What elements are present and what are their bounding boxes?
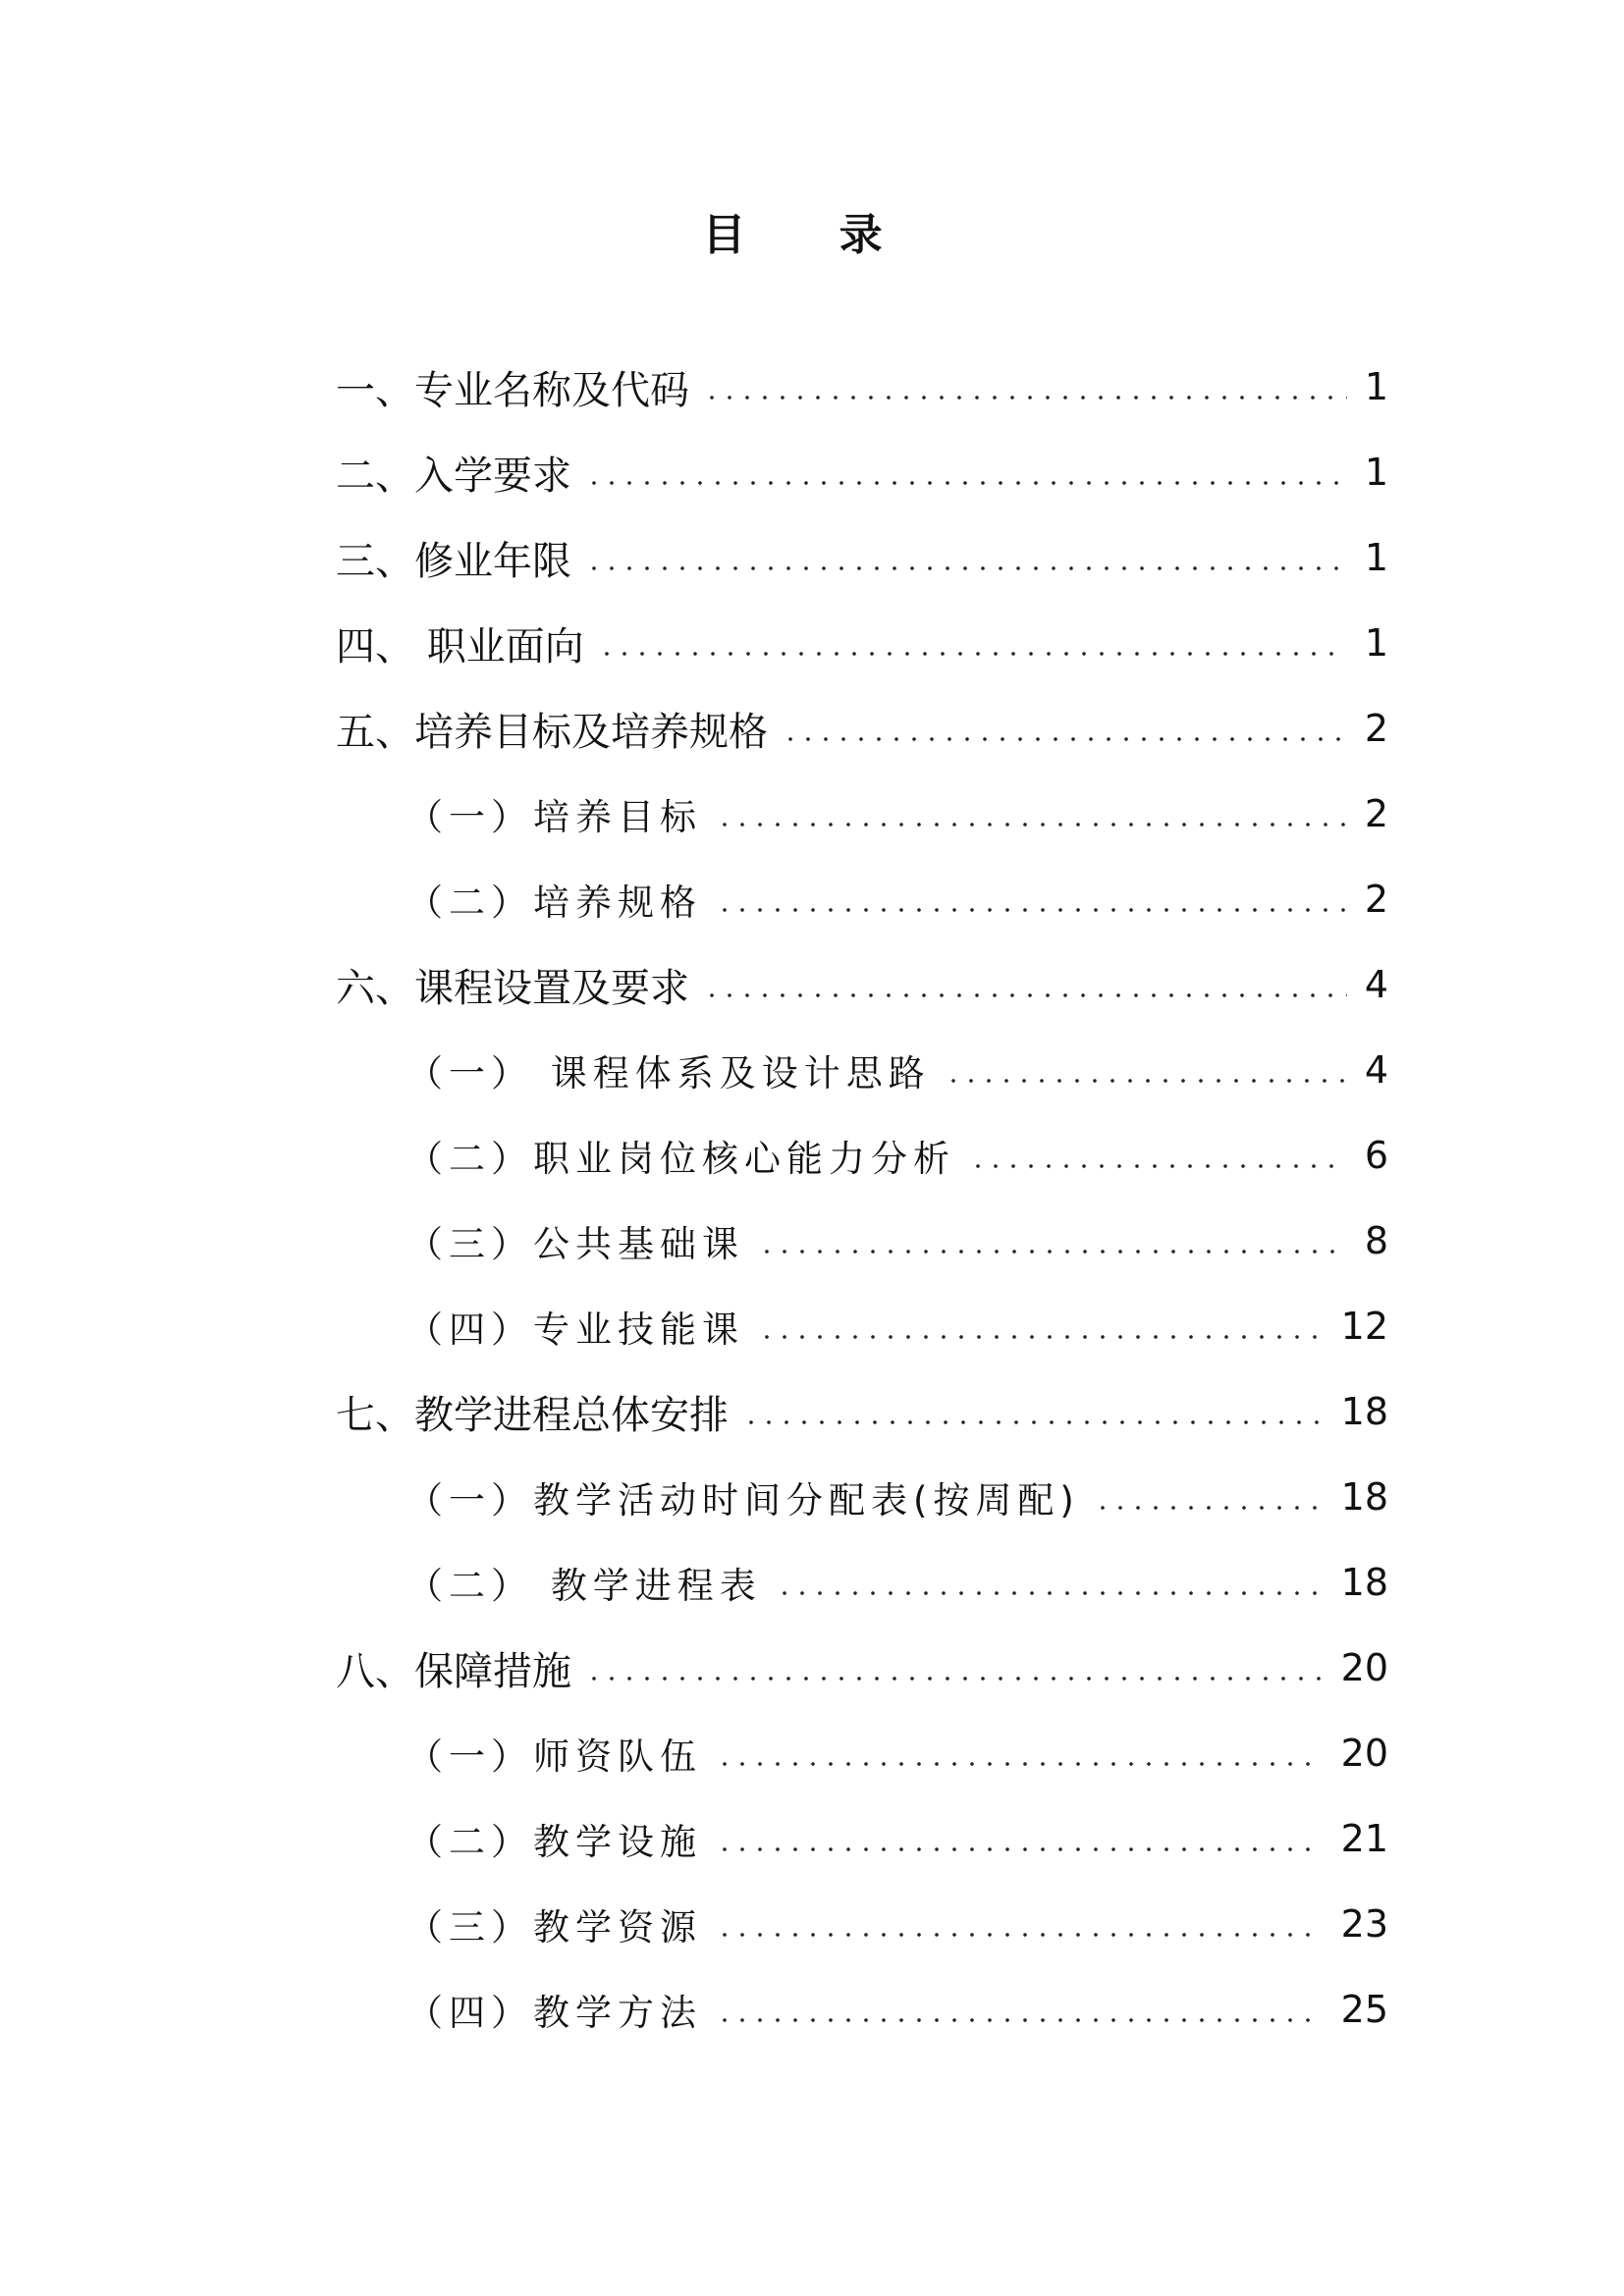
toc-entry-8-4[interactable] [406, 1981, 1388, 2038]
toc-entry-title: （四）专业技能课 [406, 1308, 744, 1351]
toc-entry-page-number: 8 [1364, 1219, 1388, 1262]
dot-leader [969, 1164, 1347, 1168]
toc-entry-page-number: 2 [1364, 792, 1388, 835]
toc-entry-page-number: 20 [1340, 1646, 1388, 1689]
toc-entry-page-number: 18 [1340, 1561, 1388, 1604]
dot-leader [716, 2018, 1324, 2022]
toc-entry-title: （三）教学资源 [406, 1906, 702, 1949]
toc-entry-7-1[interactable] [406, 1468, 1388, 1525]
dot-leader [598, 652, 1347, 656]
dot-leader [1094, 1506, 1324, 1510]
dot-leader [758, 1250, 1347, 1254]
dot-leader [945, 1079, 1347, 1083]
dot-leader [716, 1762, 1324, 1766]
toc-entry-6[interactable] [336, 956, 1388, 1013]
toc-entry-page-number: 18 [1340, 1390, 1388, 1433]
dot-leader [585, 1677, 1324, 1681]
toc-entry-title: （二）培养规格 [406, 881, 702, 924]
toc-entry-5-1[interactable] [406, 785, 1388, 842]
toc-entry-page-number: 25 [1340, 1988, 1388, 2031]
toc-entry-title: 六、课程设置及要求 [336, 965, 689, 1011]
toc-entry-title: （一） 课程体系及设计思路 [406, 1052, 931, 1095]
toc-entry-6-1[interactable] [406, 1041, 1388, 1098]
toc-entry-page-number: 1 [1364, 365, 1388, 408]
toc-entry-title: 七、教学进程总体安排 [336, 1392, 729, 1438]
toc-entry-8[interactable] [336, 1639, 1388, 1696]
toc-entry-page-number: 12 [1340, 1305, 1388, 1348]
toc-entry-title: （一）师资队伍 [406, 1735, 702, 1778]
dot-leader [703, 396, 1347, 400]
toc-entry-2[interactable] [336, 444, 1388, 501]
toc-entry-8-1[interactable] [406, 1725, 1388, 1782]
toc-entry-7-2[interactable] [406, 1554, 1388, 1611]
toc-entry-6-2[interactable] [406, 1127, 1388, 1184]
toc-entry-title: （二）教学设施 [406, 1821, 702, 1863]
toc-entry-title: 五、培养目标及培养规格 [336, 709, 768, 755]
toc-entry-page-number: 1 [1364, 536, 1388, 579]
toc-entry-page-number: 18 [1340, 1475, 1388, 1519]
toc-entry-page-number: 4 [1364, 1048, 1388, 1092]
toc-entry-6-3[interactable] [406, 1212, 1388, 1269]
toc-entry-title: 二、入学要求 [336, 453, 571, 499]
toc-entry-7[interactable] [336, 1383, 1388, 1440]
toc-entry-page-number: 23 [1340, 1902, 1388, 1946]
toc-entry-page-number: 4 [1364, 963, 1388, 1006]
dot-leader [742, 1420, 1324, 1424]
toc-entry-title: （二）职业岗位核心能力分析 [406, 1138, 955, 1180]
toc-entry-page-number: 1 [1364, 451, 1388, 494]
toc-entry-title: 四、 职业面向 [336, 623, 584, 669]
toc-entry-5-2[interactable] [406, 871, 1388, 928]
toc-entry-page-number: 2 [1364, 707, 1388, 750]
toc-entry-8-3[interactable] [406, 1896, 1388, 1952]
table-of-contents [0, 358, 1624, 2047]
toc-entry-page-number: 1 [1364, 621, 1388, 665]
toc-entry-1[interactable] [336, 358, 1388, 415]
dot-leader [758, 1335, 1324, 1339]
toc-entry-page-number: 20 [1340, 1732, 1388, 1775]
toc-entry-title: （一）教学活动时间分配表(按周配) [406, 1479, 1080, 1522]
toc-entry-page-number: 6 [1364, 1134, 1388, 1177]
page-title: 目 录 [702, 210, 922, 260]
dot-leader [585, 481, 1347, 485]
toc-entry-title: 八、保障措施 [336, 1648, 571, 1694]
dot-leader [716, 1933, 1324, 1937]
toc-entry-title: 一、专业名称及代码 [336, 367, 689, 413]
dot-leader [716, 908, 1347, 912]
toc-entry-title: （三）公共基础课 [406, 1223, 744, 1265]
toc-entry-title: 三、修业年限 [336, 538, 571, 584]
toc-entry-5[interactable] [336, 700, 1388, 757]
toc-entry-page-number: 2 [1364, 878, 1388, 921]
dot-leader [716, 1847, 1324, 1851]
dot-leader [776, 1591, 1324, 1595]
toc-entry-title: （一）培养目标 [406, 796, 702, 838]
dot-leader [716, 823, 1347, 827]
dot-leader [585, 566, 1347, 570]
toc-entry-4[interactable] [336, 614, 1388, 671]
toc-entry-6-4[interactable] [406, 1298, 1388, 1355]
dot-leader [782, 737, 1347, 741]
toc-entry-title: （四）教学方法 [406, 1992, 702, 2034]
dot-leader [703, 993, 1347, 997]
toc-entry-3[interactable] [336, 529, 1388, 586]
toc-entry-title: （二） 教学进程表 [406, 1565, 762, 1607]
toc-entry-8-2[interactable] [406, 1810, 1388, 1867]
toc-entry-page-number: 21 [1340, 1817, 1388, 1860]
